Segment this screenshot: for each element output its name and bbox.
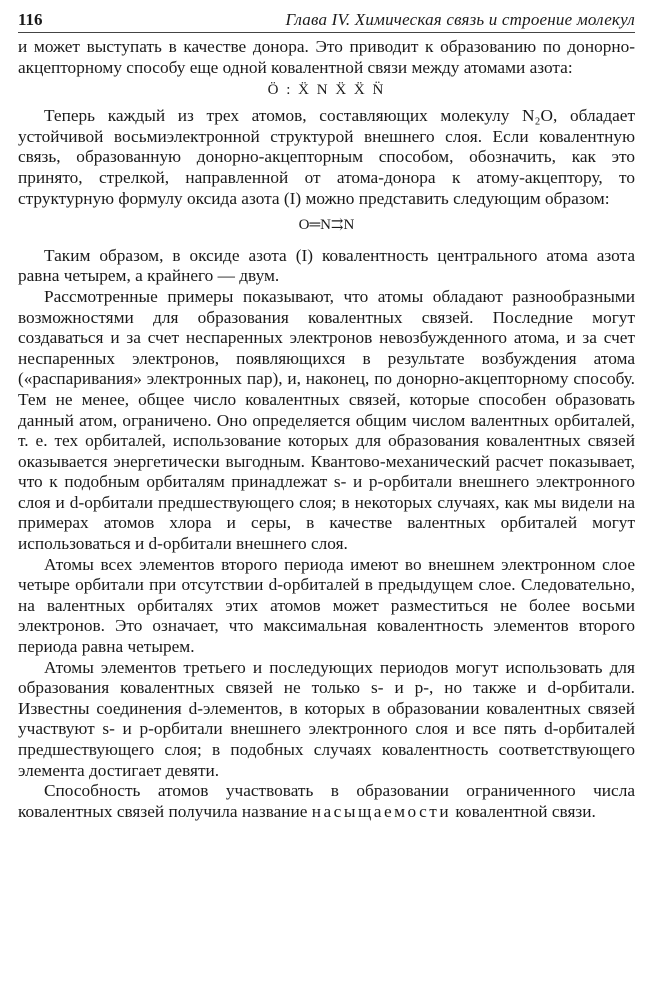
paragraph-1: и может выступать в качестве донора. Это приводит к образованию по донорно-акцепторному способу еще одной ковалентной связи между атомами азота: — [18, 37, 635, 77]
paragraph-7-start: Способность атомов участвовать в образовании ограниченного числа ковалентных связей получила название — [18, 781, 635, 821]
paragraph-2: Теперь каждый из трех атомов, составляющих молекулу N₂O, обладает устойчивой восьмиэлектронной структурой внешнего слоя. Если ковалентную связь, образованную донорно-акцепторным способом, обозначить, как это принято, стрелкой, направленной от атома-донора к атому-акцептору, то структурную формулу оксида азота (I) можно представить следующим образом: — [18, 106, 635, 208]
lewis-formula-text: Ö : Ẍ N Ẍ Ẍ N̈ — [267, 82, 386, 99]
body-text — [18, 37, 635, 822]
paragraph-5: Атомы всех элементов второго периода имеют во внешнем электронном слое четыре орбитали при отсутствии d-орбиталей в предыдущем слое. Следовательно, на валентных орбиталях этих атомов может разместиться не более восьми электронов. Это означает, что максимальная ковалентность элементов второго периода равна четырем. — [18, 554, 635, 657]
structural-formula-text: O═N⇉N — [298, 217, 355, 234]
lewis-structure-formula — [18, 82, 635, 98]
term-saturation: насыщаемости — [311, 801, 452, 821]
paragraph-4: Рассмотренные примеры показывают, что атомы обладают разнообразными возможностями для образования ковалентных связей. Последние могут создаваться и за счет неспаренных электронов невозбужденного атома, и за счет неспаренных электронов, появляющихся в результате возбуждения атома («распаривания» электронных пар), и, наконец, по донорно-акцепторному способу. Тем не менее, общее число ковалентных связей, которые способен образовать данный атом, ограничено. Оно определяется общим числом валентных орбиталей, т. е. тех орбиталей, использование которых для образования ковалентных связей оказывается энергетически выгодным. Квантово-механический расчет показывает, что к подобным орбиталям принадлежат s- и p-орбитали внешнего электронного слоя и d-орбитали предшествующего слоя; в некоторых случаях, как мы видели на примерах атомов хлора и серы, в качестве валентных орбиталей могут использоваться и d-орбитали внешнего слоя. — [18, 286, 635, 554]
page-number: 116 — [18, 10, 43, 29]
structural-formula — [18, 215, 635, 236]
page-header — [18, 6, 635, 33]
paragraph-7 — [18, 781, 635, 822]
running-title: Глава IV. Химическая связь и строение молекул — [285, 10, 635, 29]
paragraph-7-end: ковалентной связи. — [451, 801, 596, 821]
paragraph-6: Атомы элементов третьего и последующих периодов могут использовать для образования ковалентных связей не только s- и p-, но также и d-орбитали. Известны соединения d-элементов, в которых в образовании ковалентных связей участвуют s- и p-орбитали внешнего электронного слоя и все пять d-орбиталей предшествующего слоя; в подобных случаях ковалентность соответствующего элемента достигает девяти. — [18, 657, 635, 780]
paragraph-3: Таким образом, в оксиде азота (I) ковалентность центрального атома азота равна четырем, а крайнего — двум. — [18, 245, 635, 286]
